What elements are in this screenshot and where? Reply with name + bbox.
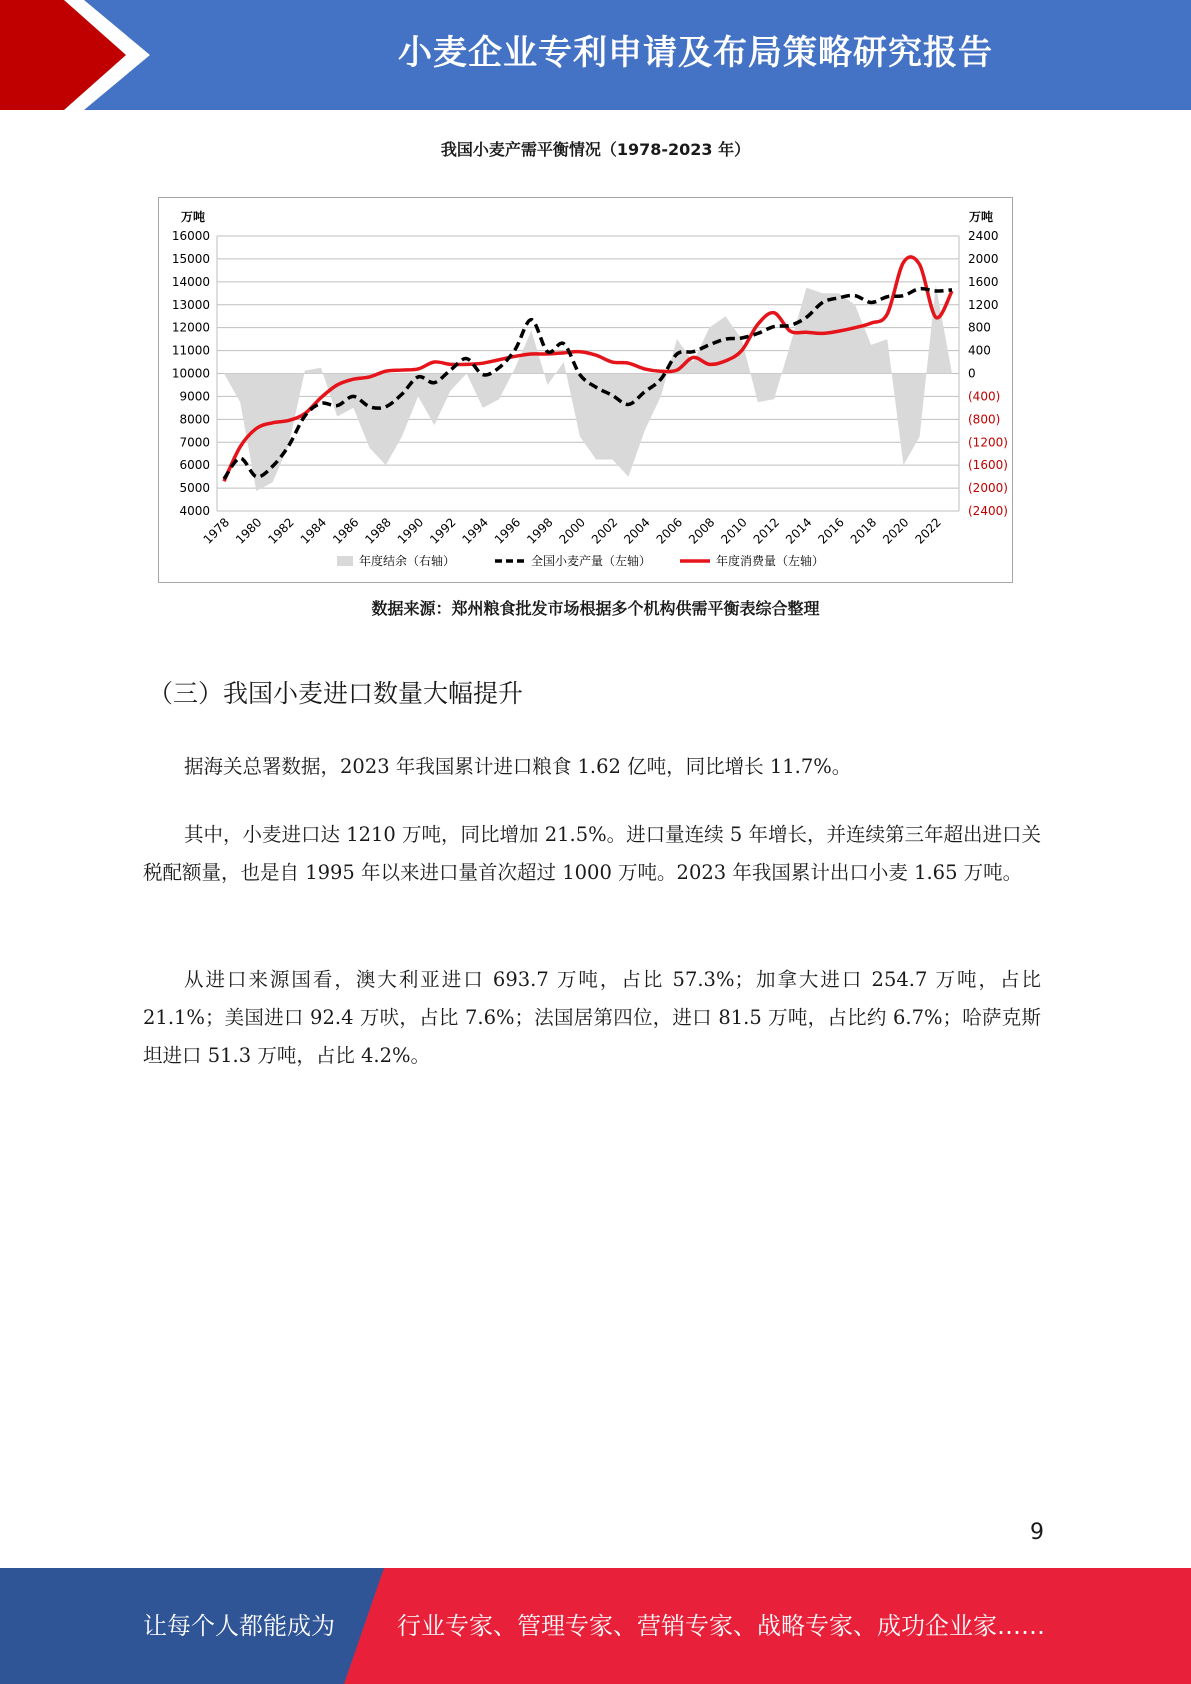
footer-slogan-right: 行业专家、管理专家、营销专家、战略专家、成功企业家…… xyxy=(397,1612,1045,1640)
footer-slogan-left: 让每个人都能成为 xyxy=(143,1612,335,1640)
right-axis-tick-label: (2000) xyxy=(968,481,1008,496)
legend-swatch-surplus xyxy=(337,556,353,566)
x-axis-tick-label: 2022 xyxy=(912,515,944,547)
chart-source: 数据来源：郑州粮食批发市场根据多个机构供需平衡表综合整理 xyxy=(371,599,820,618)
header-arrow-decoration xyxy=(0,0,160,110)
report-title: 小麦企业专利申请及布局策略研究报告 xyxy=(398,33,993,73)
x-axis-tick-label: 1996 xyxy=(491,515,524,547)
right-axis-tick-label: 2400 xyxy=(968,229,999,243)
x-axis-tick-label: 2006 xyxy=(653,515,686,547)
page-number: 9 xyxy=(1030,1520,1044,1545)
legend-label-production: 全国小麦产量（左轴） xyxy=(531,554,652,568)
section-heading: （三）我国小麦进口数量大幅提升 xyxy=(148,679,524,708)
right-axis-unit: 万吨 xyxy=(969,210,994,224)
right-axis-tick-label: 800 xyxy=(968,320,991,335)
right-axis-tick-label: (1200) xyxy=(968,435,1008,450)
chart-title: 我国小麦产需平衡情况（1978-2023 年） xyxy=(440,140,751,159)
left-axis-unit: 万吨 xyxy=(181,210,206,224)
right-axis-tick-label: (1600) xyxy=(968,458,1008,473)
legend-label-surplus: 年度结余（右轴） xyxy=(359,554,456,568)
paragraph-1: 据海关总署数据，2023 年我国累计进口粮食 1.62 亿吨，同比增长 11.7%。 xyxy=(184,755,852,778)
x-axis-tick-label: 2008 xyxy=(685,515,718,547)
x-axis-tick-label: 1978 xyxy=(200,515,233,547)
right-axis-tick-label: (400) xyxy=(968,389,1001,404)
legend-label-consumption: 年度消费量（左轴） xyxy=(716,554,825,568)
wheat-balance-chart xyxy=(158,197,1013,583)
x-axis-tick-label: 1980 xyxy=(232,515,265,547)
x-axis-tick-label: 1984 xyxy=(297,515,330,547)
x-axis-tick-label: 1990 xyxy=(394,515,427,547)
chart-svg xyxy=(159,198,1012,582)
left-axis-tick-label: 9000 xyxy=(179,389,210,404)
right-axis-tick-label: (2400) xyxy=(968,504,1008,518)
left-axis-tick-label: 11000 xyxy=(171,343,210,358)
x-axis-tick-label: 2002 xyxy=(588,515,621,547)
right-axis-tick-label: 2000 xyxy=(968,251,999,266)
x-axis-tick-label: 2020 xyxy=(880,515,912,547)
left-axis-tick-label: 8000 xyxy=(179,412,210,427)
x-axis-tick-label: 1988 xyxy=(362,515,394,547)
left-axis-tick-label: 12000 xyxy=(171,320,210,335)
x-axis-tick-label: 2014 xyxy=(783,515,815,547)
x-axis-tick-label: 2004 xyxy=(621,515,653,547)
left-axis-tick-label: 15000 xyxy=(171,251,210,266)
x-axis-tick-label: 1982 xyxy=(265,515,297,547)
left-axis-tick-label: 14000 xyxy=(171,274,210,289)
footer-banner xyxy=(0,1568,1191,1684)
left-axis-tick-label: 4000 xyxy=(179,504,210,518)
x-axis-tick-label: 1998 xyxy=(524,515,556,547)
header-bar xyxy=(0,0,1191,110)
left-axis-tick-label: 7000 xyxy=(179,435,210,450)
x-axis-tick-label: 1986 xyxy=(330,515,362,547)
right-axis-tick-label: 1600 xyxy=(968,274,999,289)
paragraph-3: 从进口来源国看，澳大利亚进口 693.7 万吨，占比 57.3%；加拿大进口 254.7 万吨，占比 21.1%；美国进口 92.4 万吠，占比 7.6%；法国居第四位，进口 81.5 万吨，占比约 6.7%；哈萨克斯坦进口 51.3 万吨，占比 4.2%。 xyxy=(143,968,1041,1067)
paragraph-2: 其中，小麦进口达 1210 万吨，同比增加 21.5%。进口量连续 5 年增长，并连续第三年超出进口关税配额量，也是自 1995 年以来进口量首次超过 1000 万吨。2023 年我国累计出口小麦 1.65 万吨。 xyxy=(143,823,1041,884)
right-axis-tick-label: (800) xyxy=(968,412,1001,427)
x-axis-tick-label: 1992 xyxy=(427,515,459,547)
x-axis-tick-label: 2010 xyxy=(718,515,750,547)
left-axis-tick-label: 13000 xyxy=(171,297,210,312)
right-axis-tick-label: 0 xyxy=(968,366,976,381)
left-axis-tick-label: 16000 xyxy=(171,229,210,243)
right-axis-tick-label: 1200 xyxy=(968,297,999,312)
x-axis-tick-label: 2016 xyxy=(815,515,847,547)
x-axis-tick-label: 2012 xyxy=(750,515,783,547)
left-axis-tick-label: 10000 xyxy=(171,366,210,381)
right-axis-tick-label: 400 xyxy=(968,343,991,358)
left-axis-tick-label: 5000 xyxy=(179,481,210,496)
x-axis-tick-label: 2018 xyxy=(847,515,880,547)
left-axis-tick-label: 6000 xyxy=(179,458,210,473)
x-axis-tick-label: 1994 xyxy=(459,515,491,547)
x-axis-tick-label: 2000 xyxy=(556,515,589,547)
